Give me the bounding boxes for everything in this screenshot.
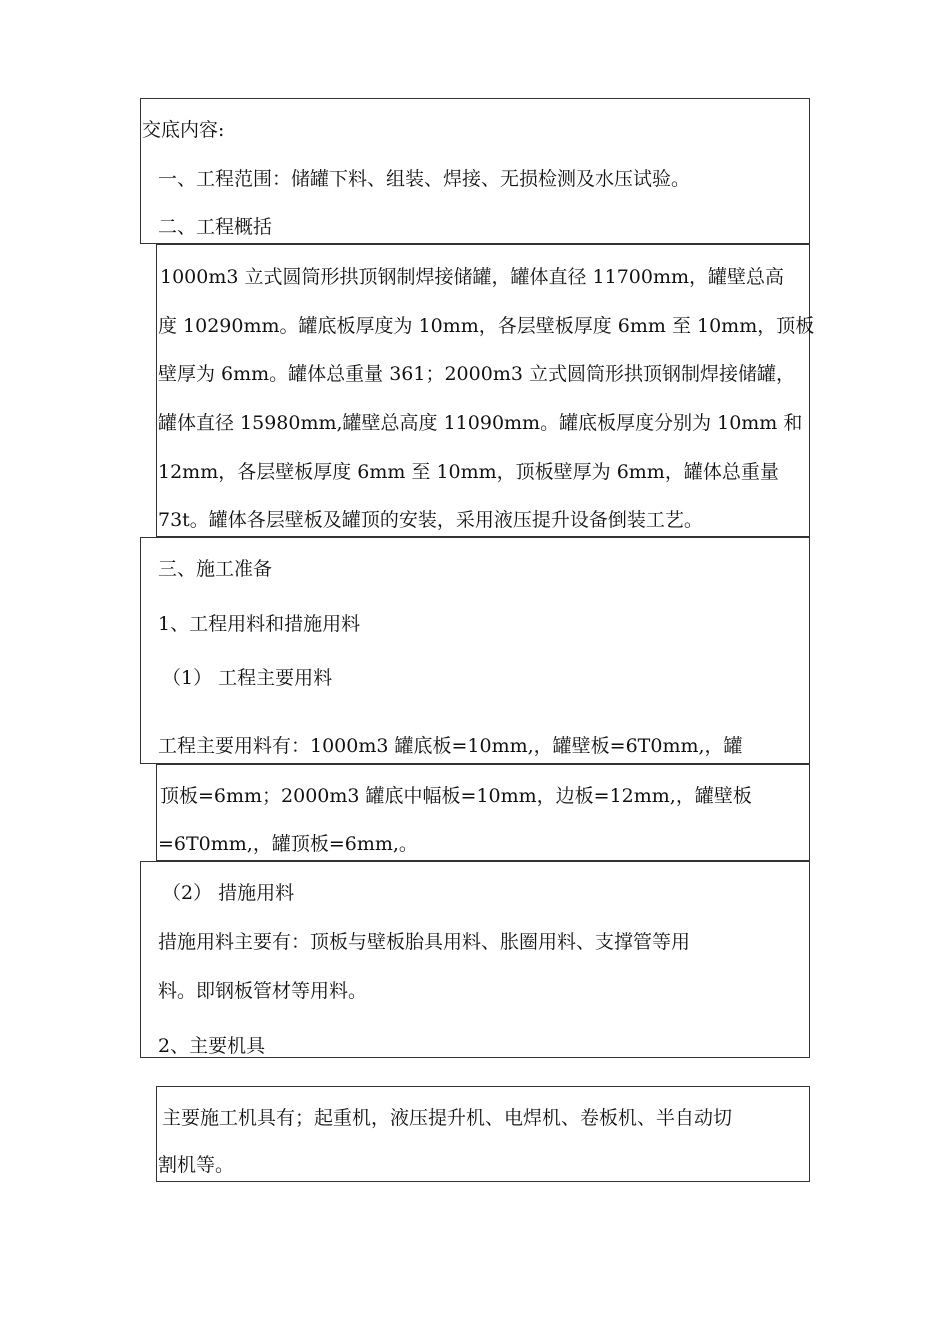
- overview-line: 壁厚为 6mm。罐体总重量 361；2000m3 立式圆筒形拱顶钢制焊接储罐，: [158, 363, 795, 385]
- measures-line: 措施用料主要有：顶板与壁板胎具用料、胀圈用料、支撑管等用: [158, 931, 691, 953]
- machinery-line: 主要施工机具有；起重机，液压提升机、电焊机、卷板机、半自动切: [162, 1107, 733, 1129]
- overview-line: 罐体直径 15980mm,罐壁总高度 11090mm。罐底板厚度分别为 10mm 和: [158, 412, 803, 434]
- overview-heading: 二、工程概括: [158, 216, 273, 238]
- subsection-heading: 2、主要机具: [158, 1035, 266, 1057]
- subsection-heading: 1、工程用料和措施用料: [158, 613, 361, 635]
- item-heading: （2） 措施用料: [162, 882, 295, 904]
- section-heading: 交底内容:: [142, 119, 225, 141]
- scope-line: 一、工程范围：储罐下料、组装、焊接、无损检测及水压试验。: [158, 168, 691, 190]
- materials-line: =6T0mm,，罐顶板=6mm,。: [158, 833, 418, 855]
- preparation-heading: 三、施工准备: [158, 558, 273, 580]
- machinery-box: [156, 1086, 810, 1182]
- item-heading: （1） 工程主要用料: [162, 667, 333, 689]
- overview-line: 73t。罐体各层壁板及罐顶的安装，采用液压提升设备倒装工艺。: [158, 509, 703, 531]
- materials-line: 工程主要用料有：1000m3 罐底板=10mm,，罐壁板=6T0mm,，罐: [158, 735, 743, 757]
- overview-line: 12mm，各层壁板厚度 6mm 至 10mm，顶板壁厚为 6mm，罐体总重量: [158, 461, 779, 483]
- measures-line: 料。即钢板管材等用料。: [158, 980, 368, 1002]
- overview-line: 1000m3 立式圆筒形拱顶钢制焊接储罐，罐体直径 11700mm，罐壁总高: [160, 266, 785, 288]
- machinery-line: 割机等。: [158, 1154, 235, 1176]
- overview-line: 度 10290mm。罐底板厚度为 10mm，各层壁板厚度 6mm 至 10mm，顶板: [158, 315, 815, 337]
- materials-line: 顶板=6mm；2000m3 罐底中幅板=10mm，边板=12mm,，罐壁板: [160, 785, 752, 807]
